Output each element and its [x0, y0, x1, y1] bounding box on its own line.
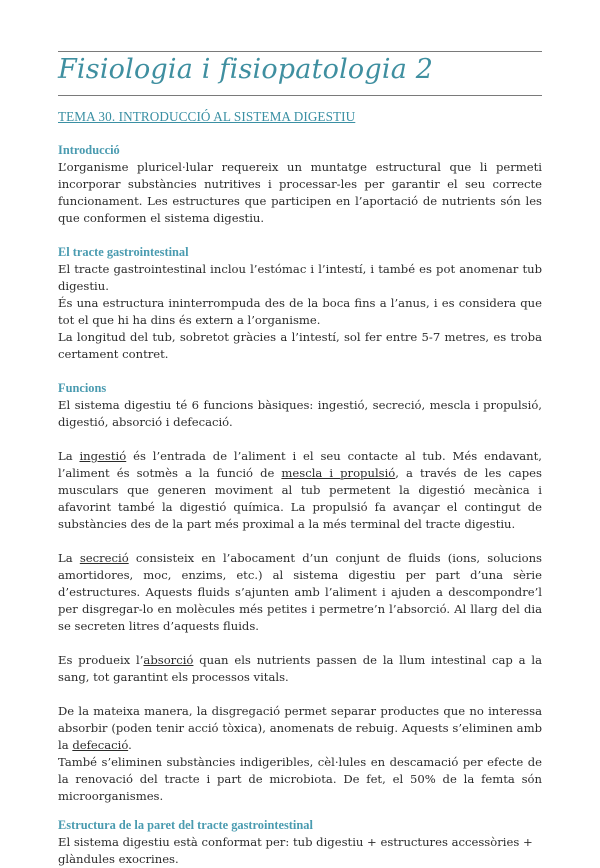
term-absorcio: absorció — [143, 653, 194, 667]
term-mescla-propulsio: mescla i propulsió — [281, 466, 396, 480]
paragraph: El sistema digestiu té 6 funcions bàsiques: ingestió, secreció, mescla i propulsió, digestió, absorció i defecació. — [58, 398, 542, 429]
paragraph: El sistema digestiu està conformat per: tub digestiu + estructures accessòries + glàndules exocrines. — [58, 835, 533, 866]
paragraph-secrecio: La secreció consisteix en l’abocament d’un conjunt de fluids (ions, solucions amortidores, moc, enzims, etc.) al sistema digestiu per part d’una sèrie d’estructures. Aquests fluids s’ajunten amb l’aliment i ajuden a descompondre’l per disgregar-lo en molècules més petites i permetre’n l’absorció. Al llarg del dia se secreten litres d’aquests fluids. — [58, 551, 542, 633]
term-defecacio: defecació — [72, 738, 129, 752]
document-body — [58, 106, 542, 868]
paragraph: També s’eliminen substàncies indigeribles, cèl·lules en descamació per efecte de la renovació del tracte i part de microbiota. De fet, el 50% de la femta són microorganismes. — [58, 755, 542, 803]
term-secrecio: secreció — [79, 551, 129, 565]
paragraph-defecacio: De la mateixa manera, la disgregació permet separar productes que no interessa absorbir (poden tenir acció tòxica), anomenats de rebuig. Aquests s’eliminen amb la defecació. — [58, 704, 542, 752]
section-heading-tracte: El tracte gastrointestinal — [58, 245, 189, 259]
term-ingestio: ingestió — [79, 449, 127, 463]
top-rule — [58, 51, 542, 52]
section-heading-estructura: Estructura de la paret del tracte gastrointestinal — [58, 818, 313, 832]
paragraph: És una estructura ininterrompuda des de la boca fins a l’anus, i es considera que tot el que hi ha dins és extern a l’organisme. — [58, 296, 542, 327]
title-rule — [58, 95, 542, 96]
document-title: Fisiologia i fisiopatologia 2 — [58, 54, 434, 85]
section-heading-introduccio: Introducció — [58, 143, 120, 157]
paragraph: La longitud del tub, sobretot gràcies a l’intestí, sol fer entre 5-7 metres, es troba certament contret. — [58, 330, 542, 361]
section-heading-funcions: Funcions — [58, 381, 107, 395]
tema-heading: TEMA 30. INTRODUCCIÓ AL SISTEMA DIGESTIU — [58, 109, 356, 124]
paragraph: L’organisme pluricel·lular requereix un muntatge estructural que li permeti incorporar substàncies nutritives i processar-les per garantir el seu correcte funcionament. Les estructures que participen en l’aportació de nutrients són les que conformen el sistema digestiu. — [58, 160, 542, 225]
paragraph: El tracte gastrointestinal inclou l’estómac i l’intestí, i també es pot anomenar tub digestiu. — [58, 262, 542, 293]
paragraph-absorcio: Es produeix l’absorció quan els nutrients passen de la llum intestinal cap a la sang, tot garantint els processos vitals. — [58, 653, 542, 684]
paragraph-ingestio: La ingestió és l’entrada de l’aliment i el seu contacte al tub. Més endavant, l’aliment és sotmès a la funció de mescla i propulsió, a través de les capes musculars que generen moviment al tub permetent la digestió mecànica i afavorint també la digestió química. La propulsió fa avançar el contingut de substàncies des de la part més proximal a la més terminal del tracte digestiu. — [58, 449, 542, 531]
